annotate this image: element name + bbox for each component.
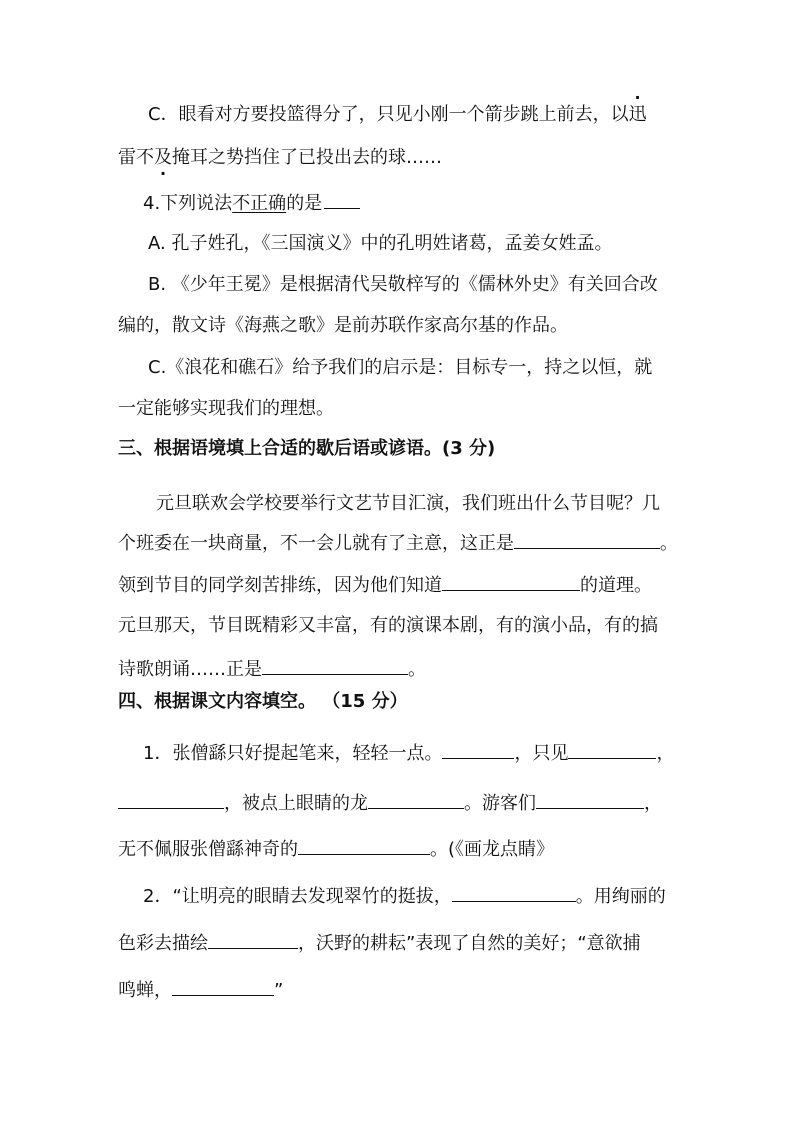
q3-option-c-dotted-idiom	[118, 147, 208, 168]
q4-stem	[143, 190, 360, 216]
q4-stem-pre: 4.下列说法	[143, 193, 233, 214]
section-4-q2-line3-text: 鸣蝉，	[118, 980, 172, 1001]
section-4-q2-text: 2．“让明亮的眼睛去发现翠竹的挺拔，	[143, 886, 452, 907]
section-3-line2-end: 。	[660, 533, 678, 554]
section-4-heading: 四、根据课文内容填空。 （15 分）	[118, 691, 408, 712]
section-3-para-line5	[118, 656, 426, 682]
section-3-line2-text: 个班委在一块商量，不一会儿就有了主意，这正是	[118, 533, 514, 554]
q3-option-c-text: C．眼看对方要投篮得分了，只见小刚一个箭步跳上前去，以	[148, 104, 629, 125]
q3-option-c-dotted-char: 迅	[628, 104, 647, 125]
section-3-line5-text: 诗歌朗诵……正是	[118, 659, 262, 680]
q4-option-b-line2: 编的，散文诗《海燕之歌》是前苏联作家高尔基的作品。	[118, 315, 568, 336]
section-4-q1-blank-3[interactable]	[118, 790, 224, 809]
q4-answer-blank[interactable]	[324, 190, 360, 209]
section-4-q2-line3	[118, 977, 283, 1003]
section-3-para-line1: 元旦联欢会学校要举行文艺节目汇演，我们班出什么节目呢？几	[156, 493, 660, 514]
section-4-q1-blank-2[interactable]	[568, 740, 656, 759]
section-3-para-line4: 元旦那天，节目既精彩又丰富，有的演课本剧，有的演小品，有的搞	[118, 615, 658, 636]
section-4-q1-blank-6[interactable]	[298, 836, 430, 855]
section-4-q2-line3-end: ”	[274, 980, 284, 1001]
section-4-q2-line1-end: 。用绚丽的	[575, 886, 666, 907]
q4-option-a: A. 孔子姓孔，《三国演义》中的孔明姓诸葛，孟姜女姓孟。	[148, 233, 613, 254]
section-3-para-line3	[118, 572, 652, 598]
section-4-q2-blank-1[interactable]	[452, 883, 576, 902]
q4-option-c-line1: C.《浪花和礁石》给予我们的启示是：目标专一，持之以恒，就	[148, 357, 653, 378]
section-4-q1-line2-text: ，被点上眼睛的龙	[224, 793, 368, 814]
section-4-q2-line2-end: ，沃野的耕耘”表现了自然的美好；“意欲捕	[298, 933, 641, 954]
section-4-q2-line1	[143, 883, 666, 909]
section-3-blank-1[interactable]	[514, 530, 660, 549]
section-4-q1-text: 1．张僧繇只好提起笔来，轻轻一点。	[143, 743, 443, 764]
section-3-blank-3[interactable]	[262, 656, 408, 675]
section-4-q2-blank-2[interactable]	[208, 930, 298, 949]
section-4-q1-line2-end: ，	[644, 793, 662, 814]
section-4-q1-blank-4[interactable]	[368, 790, 464, 809]
section-4-q2-line2	[118, 930, 641, 956]
q4-stem-post: 的是	[286, 193, 323, 214]
q4-option-b-line1: B. 《少年王冕》是根据清代吴敬梓写的《儒林外史》有关回合改	[148, 274, 658, 295]
section-4-q1-line3-text: 无不佩服张僧繇神奇的	[118, 839, 298, 860]
section-3-heading: 三、根据语境填上合适的歇后语或谚语。(3 分)	[118, 438, 496, 459]
section-4-q1-end: ，	[656, 743, 675, 764]
section-4-q1-blank-1[interactable]	[442, 740, 514, 759]
q4-stem-underlined: 不正确	[232, 193, 287, 214]
q3-option-c-line2	[118, 146, 442, 170]
section-4-q1-line3	[118, 836, 554, 862]
section-4-q1-blank-5[interactable]	[536, 790, 644, 809]
section-4-q1-source: 。(《画龙点睛》	[430, 839, 555, 860]
section-4-q1-line1	[143, 740, 674, 766]
section-3-line5-end: 。	[408, 659, 426, 680]
section-3-para-line2	[118, 530, 678, 556]
section-3-blank-2[interactable]	[442, 572, 580, 591]
q4-option-c-line2: 一定能够实现我们的理想。	[118, 398, 334, 419]
section-4-q1-line2-text2: 。游客们	[464, 793, 536, 814]
idiom-text: 雷不及掩耳	[118, 147, 208, 168]
section-3-line3-text: 领到节目的同学刻苦排练，因为他们知道	[118, 575, 442, 596]
section-4-q1-line2	[118, 790, 662, 816]
section-3-line3-end: 的道理。	[580, 575, 652, 596]
q3-option-c-line2-rest: 之势挡住了已投出去的球……	[208, 147, 442, 168]
section-4-q1-mid: ，只见	[514, 743, 569, 764]
section-4-q2-line2-text: 色彩去描绘	[118, 933, 208, 954]
section-4-q2-blank-3[interactable]	[172, 977, 274, 996]
q3-option-c-line1	[148, 103, 647, 127]
